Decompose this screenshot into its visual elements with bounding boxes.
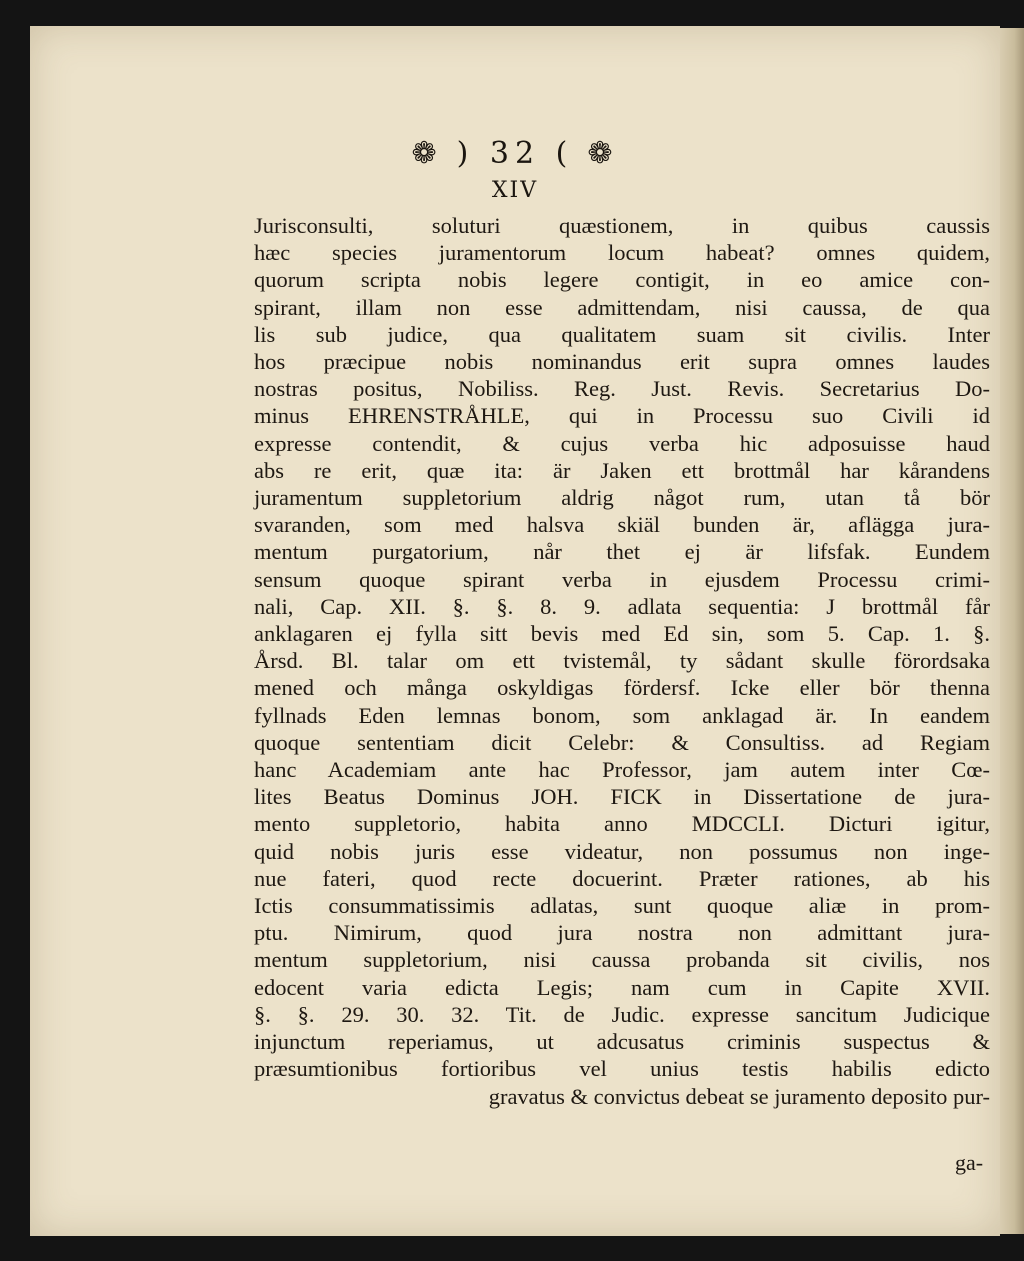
text-line: nue fateri, quod recte docuerint. Præter rationes, ab his xyxy=(254,865,990,891)
text-line: spirant, illam non esse admittendam, nisi caussa, de qua xyxy=(254,294,990,320)
text-line: præsumtionibus fortioribus vel unius testis habilis edicto xyxy=(254,1056,990,1082)
text-line: lites Beatus Dominus JOH. FICK in Dissertatione de jura- xyxy=(254,784,990,810)
text-line: mento suppletorio, habita anno MDCCLI. Dicturi igitur, xyxy=(254,811,990,837)
text-line: abs re erit, quæ ita: är Jaken ett brottmål har kårandens xyxy=(254,457,990,483)
text-line: fyllnads Eden lemnas bonom, som anklagad är. In eandem xyxy=(254,702,990,728)
text-line: Årsd. Bl. talar om ett tvistemål, ty sådant skulle förordsaka xyxy=(254,648,990,674)
text-line: Ictis consummatissimis adlatas, sunt quoque aliæ in prom- xyxy=(254,893,990,919)
text-line: gravatus & convictus debeat se juramento deposito pur- xyxy=(488,1083,990,1109)
text-line: juramentum suppletorium aldrig något rum, utan tå bör xyxy=(254,485,990,511)
text-line: Jurisconsulti, soluturi quæstionem, in quibus caussis xyxy=(254,213,990,238)
text-line: mened och många oskyldigas fördersf. Icke eller bör thenna xyxy=(254,675,990,701)
text-line: lis sub judice, qua qualitatem suam sit civilis. Inter xyxy=(254,321,990,347)
page-header xyxy=(30,134,1000,204)
text-line: §. §. 29. 30. 32. Tit. de Judic. expresse sancitum Judicique xyxy=(254,1001,990,1027)
text-line: hæc species juramentorum locum habeat? omnes quidem, xyxy=(254,240,990,266)
text-line: injunctum reperiamus, ut adcusatus criminis suspectus & xyxy=(254,1029,990,1055)
text-line: svaranden, som med halsva skiäl bunden är, aflägga jura- xyxy=(254,512,990,538)
catchword: ga- xyxy=(955,1150,984,1175)
text-line: sensum quoque spirant verba in ejusdem Processu crimi- xyxy=(254,566,990,592)
flower-ornament-icon: ❁ xyxy=(587,136,619,171)
facing-page-edge xyxy=(1000,28,1024,1234)
flower-ornament-icon: ❁ xyxy=(411,136,443,171)
book-page xyxy=(30,26,1000,1236)
text-line: edocent varia edicta Legis; nam cum in Capite XVII. xyxy=(254,974,990,1000)
body-text xyxy=(254,212,990,1110)
page-number: ) 32 ( xyxy=(456,136,574,171)
text-line: hos præcipue nobis nominandus erit supra omnes laudes xyxy=(254,349,990,375)
text-line: mentum purgatorium, når thet ej är lifsfak. Eundem xyxy=(254,539,990,565)
text-line: quoque sententiam dicit Celebr: & Consultiss. ad Regiam xyxy=(254,729,990,755)
text-line: nostras positus, Nobiliss. Reg. Just. Revis. Secretarius Do- xyxy=(254,376,990,402)
text-line: quorum scripta nobis legere contigit, in eo amice con- xyxy=(254,267,990,293)
text-line: ptu. Nimirum, quod jura nostra non admittant jura- xyxy=(254,920,990,946)
text-line: mentum suppletorium, nisi caussa probanda sit civilis, nos xyxy=(254,947,990,973)
signature-mark: XIV xyxy=(491,178,539,203)
text-line: minus EHRENSTRÅHLE, qui in Processu suo Civili id xyxy=(254,403,990,429)
text-line: expresse contendit, & cujus verba hic adposuisse haud xyxy=(254,430,990,456)
running-head xyxy=(30,134,1000,174)
text-line: anklagaren ej fylla sitt bevis med Ed sin, som 5. Cap. 1. §. xyxy=(254,621,990,647)
text-line: quid nobis juris esse videatur, non possumus non inge- xyxy=(254,838,990,864)
text-line: hanc Academiam ante hac Professor, jam autem inter Cœ- xyxy=(254,757,990,783)
text-line: nali, Cap. XII. §. §. 8. 9. adlata sequentia: J brottmål får xyxy=(254,593,990,619)
